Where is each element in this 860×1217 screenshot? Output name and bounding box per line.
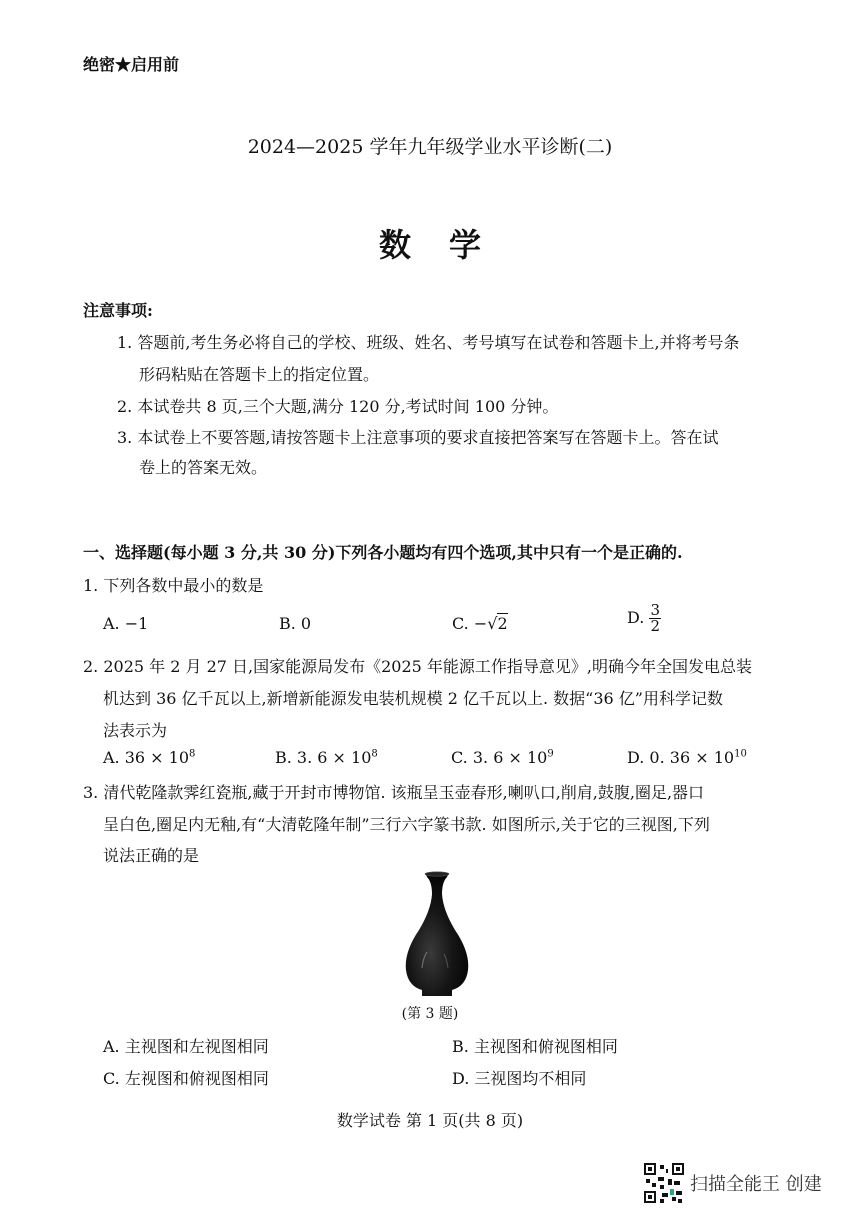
notice-heading: 注意事项: [83,301,153,320]
q1-option-a: A. −1 [103,614,149,633]
q2-option-c-base: C. 3. 6 × 10 [451,748,548,767]
exam-title: 2024—2025 学年九年级学业水平诊断(二) [247,136,613,158]
notice-item-1-line-1: 1. 答题前,考生务必将自己的学校、班级、姓名、考号填写在试卷和答题卡上,并将考号条 [117,333,740,352]
q3-line-3: 说法正确的是 [103,846,200,865]
q1-stem: 1. 下列各数中最小的数是 [83,576,264,595]
notice-item-1-line-2: 形码粘贴在答题卡上的指定位置。 [139,365,380,384]
q2-option-b [275,748,378,767]
q2-line-1: 2. 2025 年 2 月 27 日,国家能源局发布《2025 年能源工作指导意见》,明确今年全国发电总装 [83,657,753,676]
notice-item-2: 2. 本试卷共 8 页,三个大题,满分 120 分,考试时间 100 分钟。 [117,397,559,416]
q1-option-c [452,614,508,633]
figure-caption: (第 3 题) [401,1006,459,1022]
q3-option-d: D. 三视图均不相同 [452,1069,587,1088]
subject-title: 数学 [378,226,519,264]
q2-option-b-base: B. 3. 6 × 10 [275,748,372,767]
vase-image [400,870,474,998]
scanner-watermark: 扫描全能王 创建 [690,1174,822,1195]
q2-option-d [627,748,747,767]
q3-option-b: B. 主视图和俯视图相同 [452,1037,618,1056]
fraction-denominator: 2 [650,617,660,635]
section-1-title: 一、选择题(每小题 3 分,共 30 分)下列各小题均有四个选项,其中只有一个是正确的. [83,543,683,562]
q3-line-2: 呈白色,圈足内无釉,有“大清乾隆年制”三行六字篆书款. 如图所示,关于它的三视图,下列 [103,815,710,834]
q1-option-d [627,603,661,634]
q1-option-d-fraction [649,603,661,634]
q3-option-a: A. 主视图和左视图相同 [103,1037,269,1056]
notice-item-3-line-2: 卷上的答案无效。 [139,458,268,477]
fraction-numerator: 3 [650,601,660,619]
q2-option-c-exponent: 9 [547,748,554,760]
q2-line-3: 法表示为 [103,721,168,740]
q2-option-d-base: D. 0. 36 × 10 [627,748,735,767]
q2-option-a [103,748,195,767]
q2-option-c [451,748,554,767]
secret-label: 绝密★启用前 [83,55,180,74]
qr-code-icon [644,1163,684,1203]
q2-option-b-exponent: 8 [371,748,378,760]
q1-option-c-label: C. − [452,614,488,633]
q2-line-2: 机达到 36 亿千瓦以上,新增新能源发电装机规模 2 亿千瓦以上. 数据“36 亿”用科学记数 [103,689,723,708]
q2-option-a-exponent: 8 [189,748,196,760]
sqrt-symbol: √ [487,614,498,633]
notice-item-3-line-1: 3. 本试卷上不要答题,请按答题卡上注意事项的要求直接把答案写在答题卡上。答在试 [117,428,719,447]
q1-option-c-radicand: 2 [497,614,508,633]
q3-option-c: C. 左视图和俯视图相同 [103,1069,269,1088]
q2-option-a-base: A. 36 × 10 [103,748,190,767]
q1-option-d-label: D. [627,608,645,627]
page-footer: 数学试卷 第 1 页(共 8 页) [336,1111,524,1130]
q2-option-d-exponent: 10 [734,748,747,760]
q3-line-1: 3. 清代乾隆款霁红瓷瓶,藏于开封市博物馆. 该瓶呈玉壶春形,喇叭口,削肩,鼓腹,圈足,器口 [83,783,705,802]
q1-option-b: B. 0 [279,614,312,633]
